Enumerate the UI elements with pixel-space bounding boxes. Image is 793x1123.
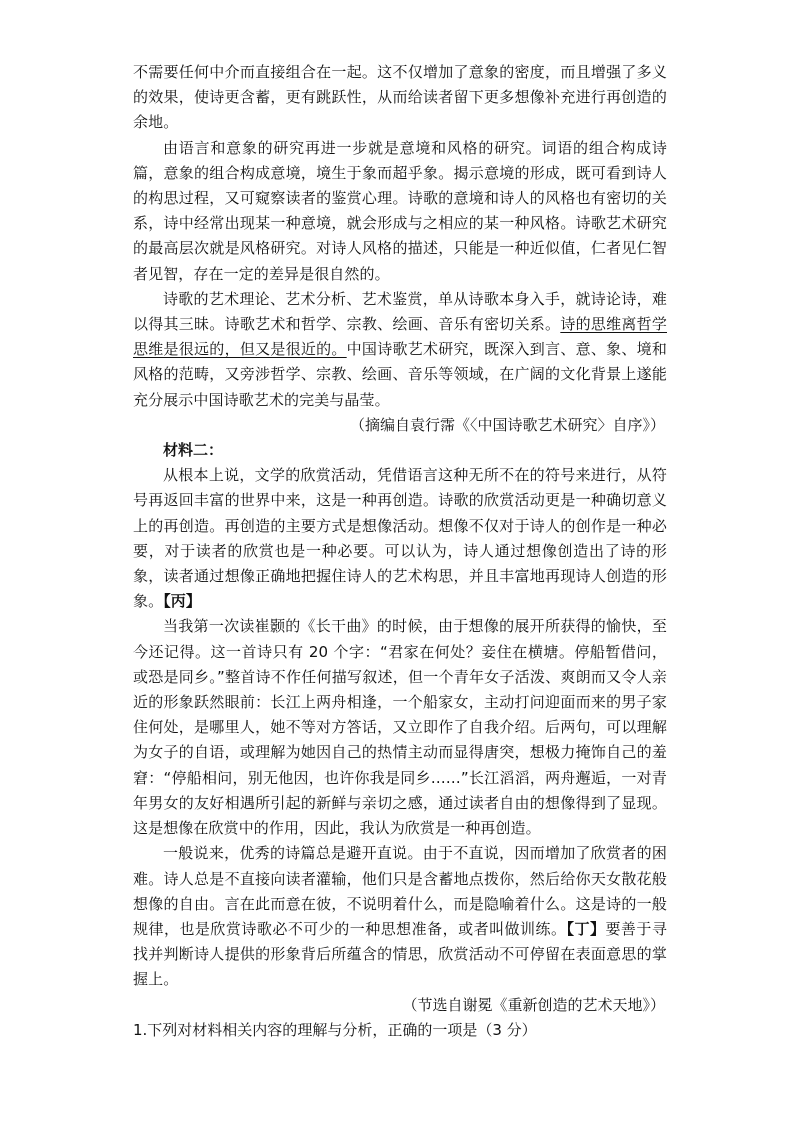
paragraph-4 [133,463,667,614]
paragraph-3 [133,287,667,413]
paragraph-3-text-a: 诗歌的艺术理论、艺术分析、艺术鉴赏，单从诗歌本身入手，就诗论诗，难以得其三昧。诗歌艺术和哲学、宗教、绘画、音乐有密切关系。 [133,289,667,334]
source-citation-2: （节选自谢冕《重新创造的艺术天地》） [402,995,665,1014]
document-page [133,60,667,1043]
question-1: 1.下列对材料相关内容的理解与分析，正确的一项是（3 分） [133,1020,537,1039]
paragraph-6-text-a: 一般说来，优秀的诗篇总是避开直说。由于不直说，因而增加了欣赏者的困难。诗人总是不直接向读者灌输，他们只是含蓄地点拨你，然后给你天女散花般想像的自由。言在此而意在彼，不说明着什么，而是隐喻着什么。这是诗的一般规律，也是欣赏诗歌必不可少的一种思想准备，或者叫做训练。 [133,844,667,938]
source-citation-1: （摘编自袁行霈《〈中国诗歌艺术研究〉自序》） [349,415,665,434]
marker-ding: 【丁】 [566,919,606,938]
paragraph-1: 不需要任何中介而直接组合在一起。这不仅增加了意象的密度，而且增强了多义的效果，使诗更含蓄，更有跳跃性，从而给读者留下更多想像补充进行再创造的余地。 [133,63,667,132]
material-2-heading: 材料二： [163,441,224,460]
paragraph-3-text-b: 中国诗歌艺术研究，既深入到言、意、象、境和风格的范畴，又旁涉哲学、宗教、绘画、音乐等领域，在广阔的文化背景上遂能充分展示中国诗歌艺术的完美与晶莹。 [133,340,668,409]
paragraph-6-text-b: 要善于寻找并判断诗人提供的形象背后所蕴含的情思，欣赏活动不可停留在表面意思的掌握上。 [133,919,667,989]
marker-bing: 【丙】 [163,592,202,611]
paragraph-2: 由语言和意象的研究再进一步就是意境和风格的研究。词语的组合构成诗篇，意象的组合构成意境，境生于象而超乎象。揭示意境的形成，既可看到诗人的构思过程，又可窥察读者的鉴赏心理。诗歌的意境和诗人的风格也有密切的关系，诗中经常出现某一种意境，就会形成与之相应的某一种风格。诗歌艺术研究的最高层次就是风格研究。对诗人风格的描述，只能是一种近似值，仁者见仁智者见智，存在一定的差异是很自然的。 [133,138,667,283]
paragraph-4-text: 从根本上说，文学的欣赏活动，凭借语言这种无所不在的符号来进行，从符号再返回丰富的世界中来，这是一种再创造。诗歌的欣赏活动更是一种确切意义上的再创造。再创造的主要方式是想像活动。想像不仅对于诗人的创作是一种必要，对于读者的欣赏也是一种必要。可以认为，诗人通过想像创造出了诗的形象，读者通过想像正确地把握住诗人的艺术构思，并且丰富地再现诗人创造的形象。 [133,466,667,611]
paragraph-5: 当我第一次读崔颢的《长干曲》的时候，由于想像的展开所获得的愉快，至今还记得。这一首诗只有 20 个字：“君家在何处？妾住在横塘。停船暂借问，或恐是同乡。”整首诗不作任何描写叙述，但一个青年女子活泼、爽朗而又令人亲近的形象跃然眼前：长江上两舟相逢，一个船家女，主动打问迎面而来的男子家住何处，是哪里人，她不等对方答话，又立即作了自我介绍。后两句，可以理解为女子的自语，或理解为她因自己的热情主动而显得唐突，想极力掩饰自己的羞窘：“停船相问，别无他因，也许你我是同乡……”长江滔滔，两舟邂逅，一对青年男女的友好相遇所引起的新鲜与亲切之感，通过读者自由的想像得到了显现。这是想像在欣赏中的作用，因此，我认为欣赏是一种再创造。 [133,617,667,838]
paragraph-6 [133,841,667,992]
underlined-sentence: 诗的思维离哲学思维是很远的，但又是很近的。 [133,315,667,359]
